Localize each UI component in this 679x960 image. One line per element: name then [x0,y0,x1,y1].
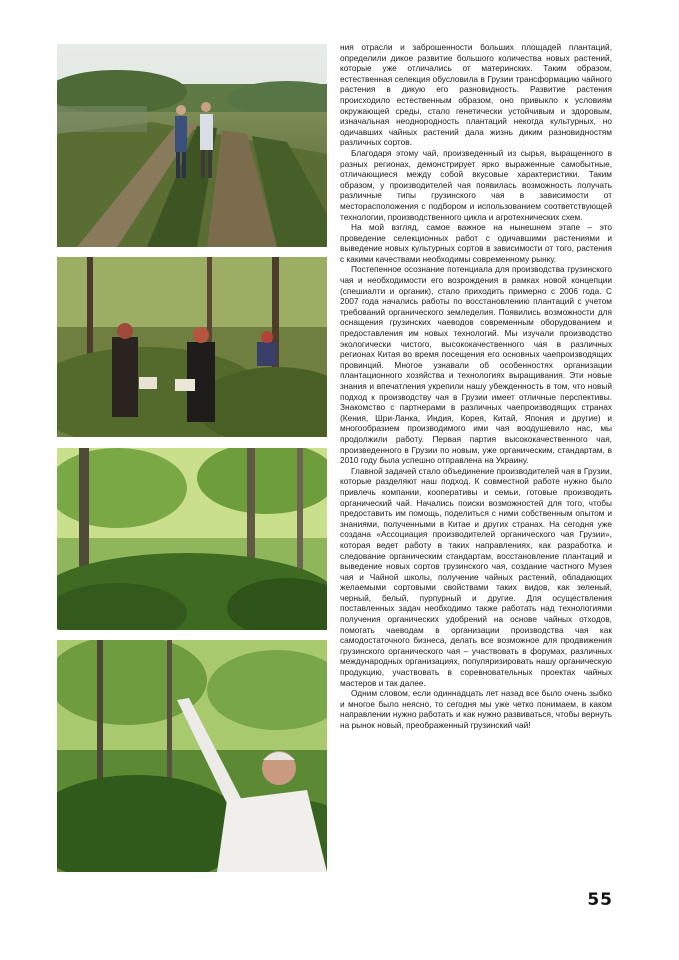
article-paragraph: На мой взгляд, самое важное на нынешнем этапе – это проведение селекционных работ с одичавшими растениями и выведение новых культурных сортов в зависимости от того, растения с какими качествами необходимы современному рынку. [340,222,612,264]
article-paragraph: ния отрасли и заброшенности больших площадей плантаций, определили дикое развитие большого количества новых растений, которые уже отличались от материнских. Таким образом, естественная селекция обусловила в Грузии трансформацию чайного растения в дикую его разновидность. Развитие растения происходило естественным образом, оно привыкло к условиям окружающей среды, стало генетически устойчивым и здоровым, изначальная неоднородность плантаций некогда культурных, но одичавших чайных растений дала жизнь диким разновидностям различных сортов. [340,42,612,148]
article-paragraph: Постепенное осознание потенциала для производства грузинского чая и необходимости его возрождения в рамках новой концепции (спешиалти и органик), стало приходить примерно с 2006 года. С 2007 года начались работы по восстановлению плантаций с учетом требований органического земледелия. Появились возможности для оснащения грузинских чаеводов современным оборудованием и предоставления им новых технологий. Мы изучали производство экологически чистого, высококачественного чая в различных регионах Китая во время посещения его основных чаепроизводящих провинций. Многое узнавали об особенностях организации плантационного хозяйства и технологиях выращивания. Эти новые знания и впечатления укрепили нашу убежденность в том, что новый подход к производству чая в Грузии имеет отличные перспективы. Знакомство с партнерами в различных чаепроизводящих странах (Кения, Шри-Ланка, Индия, Корея, Китай, Япония и другие) и многообразием производимого ими чая воодушевило нас, мы продолжили работу. Первая партия высококачественного чая, произведенного в Грузии по новым, уже органическим, стандартам, в 2010 году была успешно отправлена на Украину. [340,264,612,466]
photo-wild-tea-forest [57,448,327,630]
article-text [340,42,612,731]
article-paragraph: Главной задачей стало объединение производителей чая в Грузии, которые разделяют наш подход. К совместной работе нужно было привлечь компании, кооперативы и семьи, готовые производить органический чай. Начались поиски возможностей для того, чтобы предоставить им помощь, поделиться с ними собственным опытом и знаниями, полученными в Китае и других странах. На сегодня уже создана «Ассоциация производителей органического чая Грузии», которая ведет работу в таких направлениях, как разработка и следование органическим стандартам, восстановление плантаций и выведение новых сортов грузинского чая, создание частного Музея чая и Чайной школы, получение чайных растений, обладающих желаемыми сортовыми свойствами таких видов, как зеленый, черный, белый, пурпурный и другие. Для осуществления поставленных задач необходимо также работать над технологиями получения органических удобрений на основе чайных отходов, помогать чаеводам в организации производства чая как самодостаточного бизнеса, делать все возможное для продвижения грузинского органического чая – участвовать в форумах, различных международных организациях, популяризировать нашу органическую продукцию, участвовать в соревновательных проектах чайных мастеров и так далее. [340,465,612,688]
photo-tea-pickers-forest [57,257,327,437]
photo-man-wild-tea [57,640,327,872]
page-number: 55 [587,890,613,910]
article-paragraph: Благодаря этому чай, произведенный из сырья, выращенного в разных регионах, демонстрирует ярко выраженные самобытные, отличающиеся между собой вкусовые характеристики. Таким образом, у производителей чая появилась возможность получать различные типы грузинского чая в зависимости от месторасположения с подбором и использованием соответствующей технологии, производственного цикла и агротехнических схем. [340,147,612,222]
photo-tea-nursery [57,44,327,247]
article-paragraph: Одним словом, если одиннадцать лет назад все было очень зыбко и многое было неясно, то сегодня мы уже четко понимаем, в каком направлении нужно работать и как нужно развиваться, чтобы вернуть на рынок новый, преображенный грузинский чай! [340,688,612,730]
